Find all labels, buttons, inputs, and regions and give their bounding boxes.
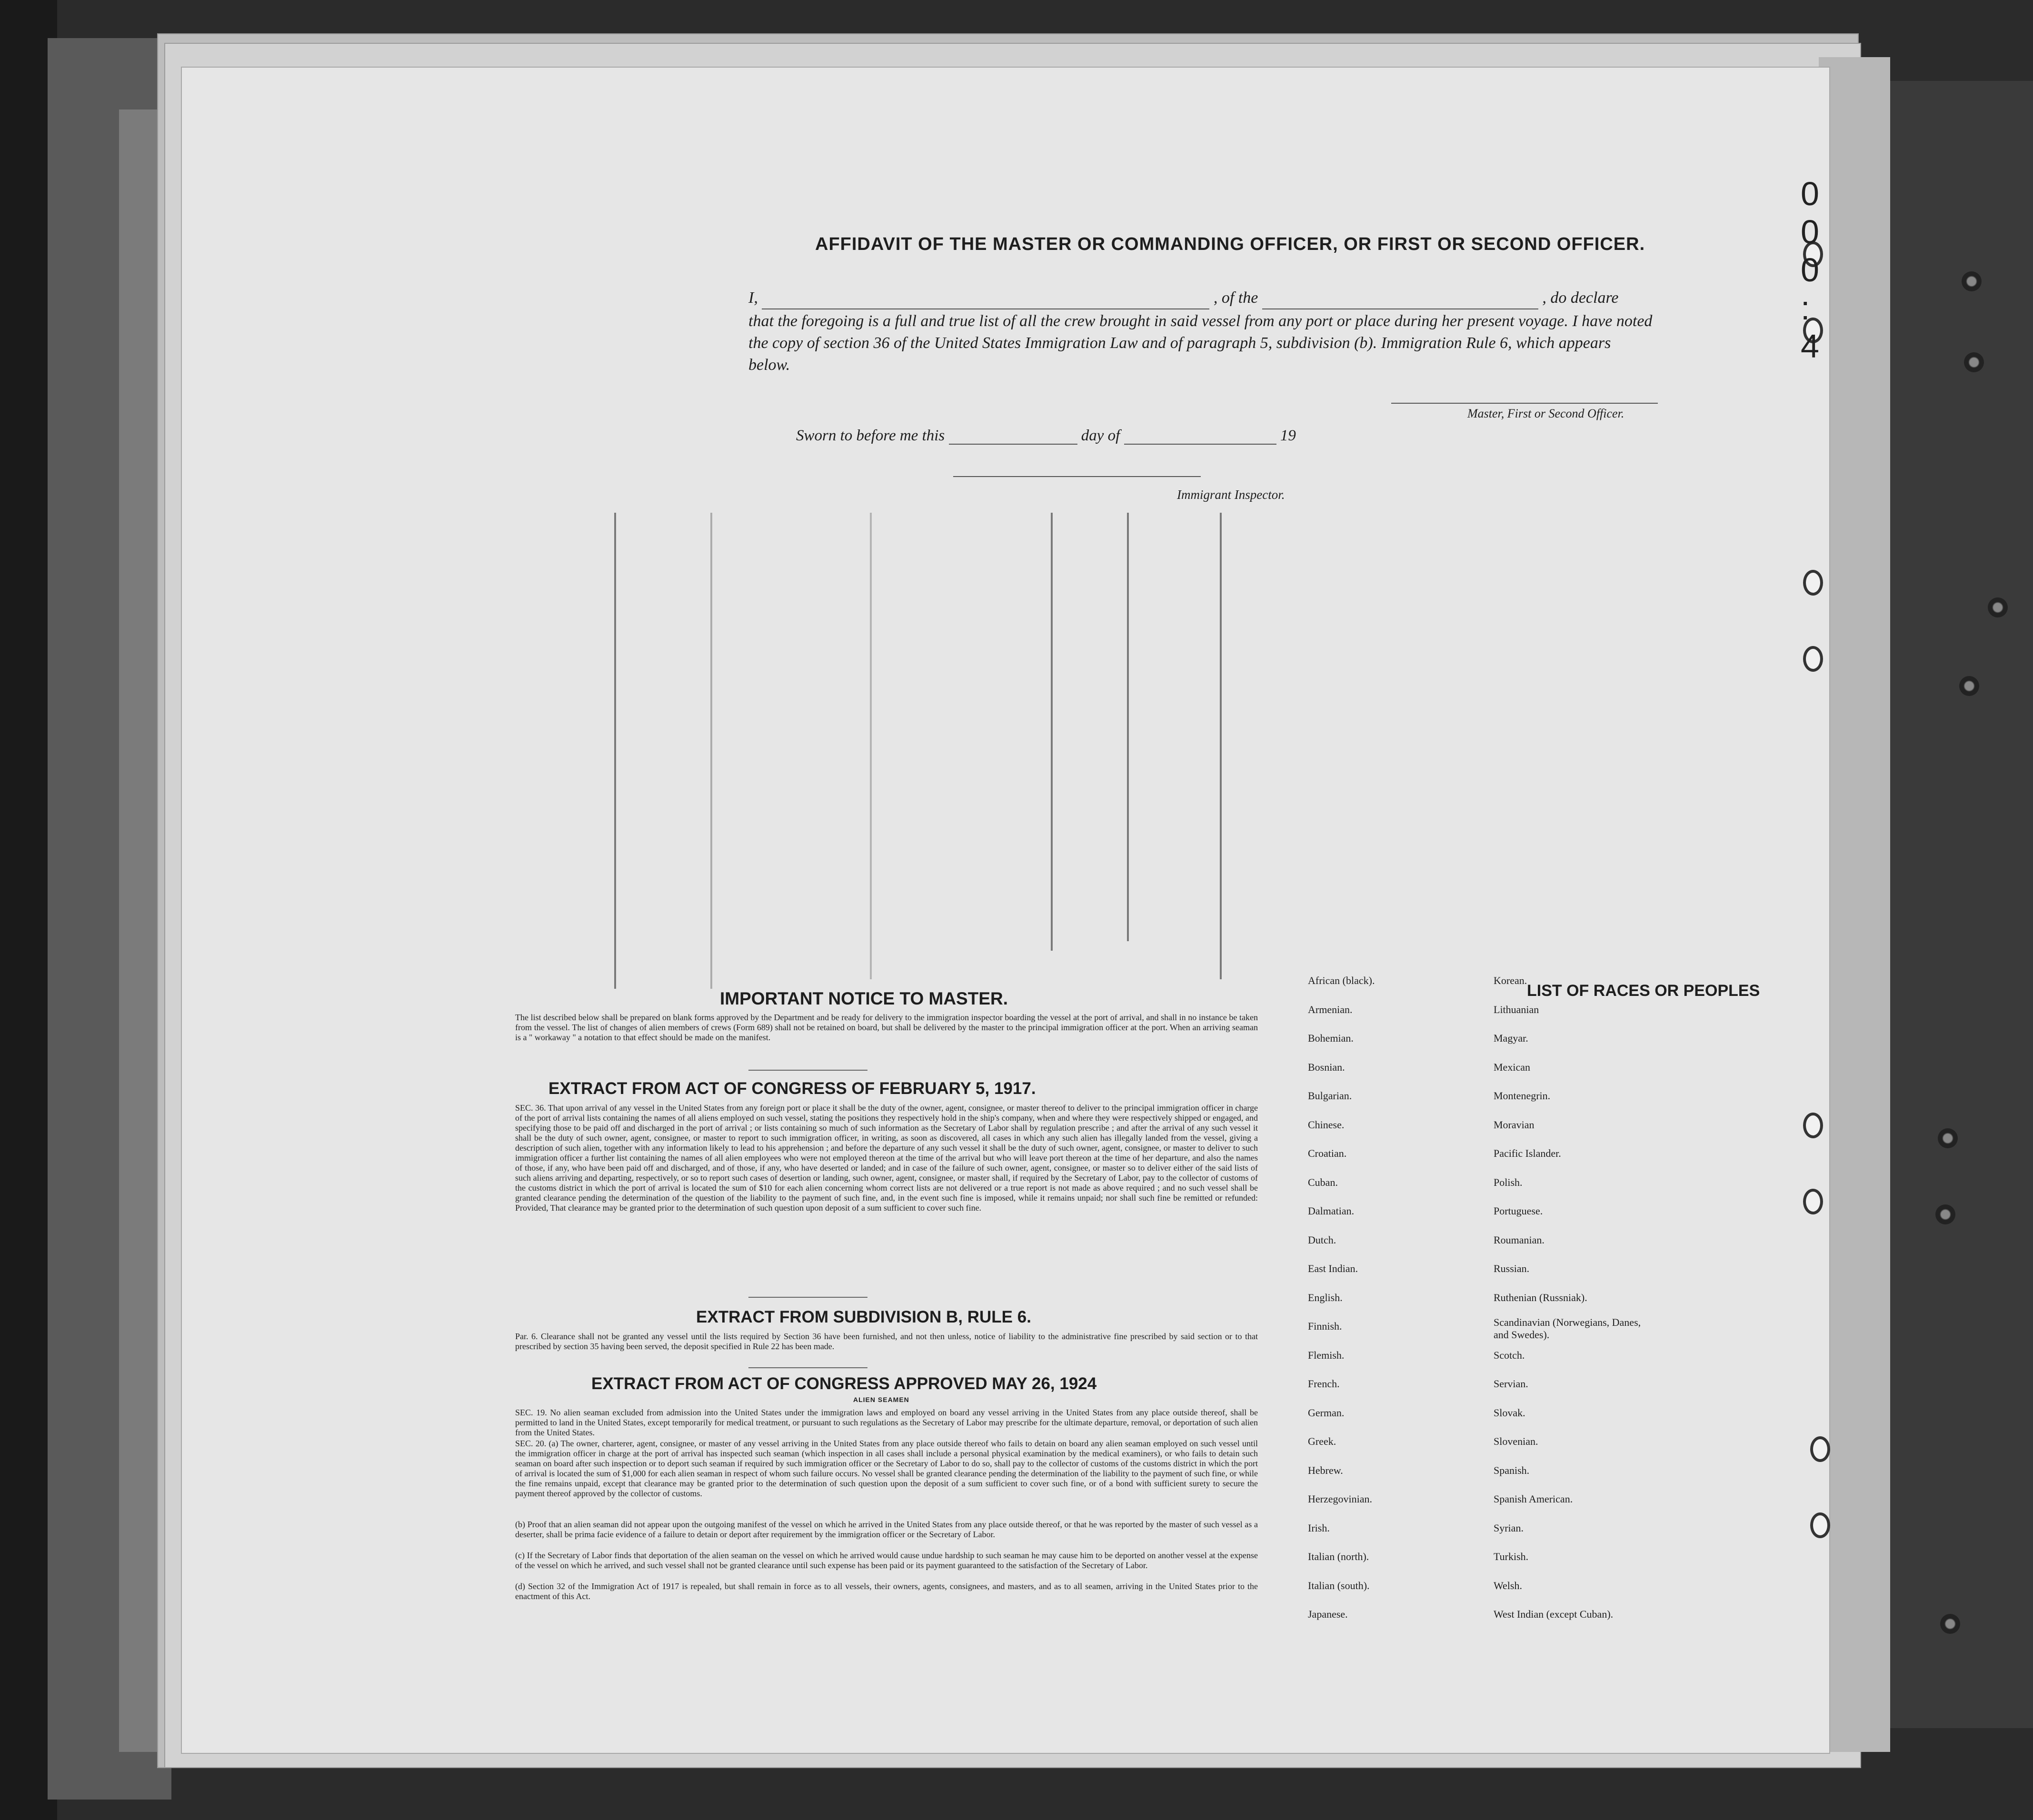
race-entry: East Indian. <box>1308 1263 1358 1274</box>
of-the-label: , of the <box>1213 289 1258 307</box>
manifest-page <box>181 67 1834 1754</box>
do-declare-label: , do declare <box>1542 289 1619 307</box>
signature-caption: Master, First or Second Officer. <box>1467 407 1624 420</box>
race-entry: Greek. <box>1308 1435 1336 1447</box>
race-entry: Croatian. <box>1308 1147 1347 1159</box>
day-of-label: day of <box>1081 427 1120 444</box>
race-entry: Italian (north). <box>1308 1551 1369 1562</box>
race-entry: Mexican <box>1494 1061 1530 1073</box>
punch-hole-icon <box>1803 1189 1823 1214</box>
extract-1924-subtitle: ALIEN SEAMEN <box>853 1396 909 1403</box>
section-divider <box>748 1367 867 1368</box>
sworn-line <box>796 427 1296 445</box>
binding-grommet-icon <box>1988 597 2008 617</box>
binding-grommet-icon <box>1938 1128 1958 1148</box>
race-entry: Bulgarian. <box>1308 1090 1352 1102</box>
punch-hole-icon <box>1810 1436 1830 1462</box>
declaration-line <box>748 287 1619 309</box>
section-divider <box>748 1070 867 1071</box>
race-entry: Magyar. <box>1494 1032 1528 1044</box>
notice-body: The list described below shall be prepared on blank forms approved by the Department and be ready for delivery to the immigration inspector boarding the vessel at the port of arrival, and shall in no instance be taken from the vessel. The list of changes of alien members of crews (Form 689) shall not be retained on board, but shall be delivered by the master to the principal immigration officer at the port. When an arriving seaman is a " workaway " a notation to that effect should be made on the manifest. <box>515 1013 1258 1042</box>
extract-rule6-title: EXTRACT FROM SUBDIVISION B, RULE 6. <box>696 1308 1031 1326</box>
race-entry: Flemish. <box>1308 1349 1345 1361</box>
sworn-label: Sworn to before me this <box>796 427 945 444</box>
declarant-prefix: I, <box>748 289 758 307</box>
race-entry: Servian. <box>1494 1378 1528 1390</box>
race-entry: Welsh. <box>1494 1579 1522 1591</box>
race-entry: Slovenian. <box>1494 1435 1538 1447</box>
race-entry: Finnish. <box>1308 1320 1342 1332</box>
race-entry: Syrian. <box>1494 1522 1524 1534</box>
vessel-name-field[interactable] <box>1262 294 1538 309</box>
race-entry: Montenegrin. <box>1494 1090 1551 1102</box>
race-entry: Ruthenian (Russniak). <box>1494 1291 1587 1303</box>
notice-title: IMPORTANT NOTICE TO MASTER. <box>720 989 1008 1008</box>
column-rule <box>1127 513 1129 941</box>
extract-1917-title: EXTRACT FROM ACT OF CONGRESS OF FEBRUARY 5, 1917. <box>548 1079 1036 1098</box>
race-entry: French. <box>1308 1378 1340 1390</box>
race-entry: Scandinavian (Norwegians, Danes, and Swedes). <box>1494 1316 1641 1341</box>
race-entry: Spanish American. <box>1494 1493 1573 1505</box>
race-entry: Italian (south). <box>1308 1579 1370 1591</box>
column-rule <box>614 513 616 989</box>
race-entry: Chinese. <box>1308 1118 1345 1131</box>
punch-hole-icon <box>1803 570 1823 596</box>
race-entry: Polish. <box>1494 1176 1523 1188</box>
stamped-page-number: 0 0 0 : 4 <box>1801 175 1834 365</box>
scan-backdrop-right <box>1876 81 2033 1728</box>
race-entry: Irish. <box>1308 1522 1330 1534</box>
column-rule <box>1220 513 1222 979</box>
extract-1924-title: EXTRACT FROM ACT OF CONGRESS APPROVED MAY 26, 1924 <box>591 1374 1097 1393</box>
race-entry: Turkish. <box>1494 1551 1529 1562</box>
race-entry: Japanese. <box>1308 1608 1348 1620</box>
extract-rule6-body: Par. 6. Clearance shall not be granted any vessel until the lists required by Section 36 have been furnished, and not then unless, notice of liability to the administrative fine prescribed by said section or to that prescribed by section 35 having been served, the deposit specified in Rule 22 has been made. <box>515 1332 1258 1351</box>
extract-1924-sec20c: (c) If the Secretary of Labor finds that deportation of the alien seaman on the vessel on which he arrived would cause undue hardship to such seaman he may cause him to be deported on another vessel at the expense of the vessel on which he arrived, and such vessel shall not be granted clearance until such expense has been paid or its payment guaranteed to the satisfaction of the Secretary of Labor. <box>515 1551 1258 1570</box>
race-entry: Portuguese. <box>1494 1205 1543 1217</box>
race-entry: Cuban. <box>1308 1176 1338 1188</box>
race-entry: Pacific Islander. <box>1494 1147 1561 1159</box>
race-entry: German. <box>1308 1406 1345 1419</box>
punch-hole-icon <box>1803 646 1823 672</box>
affidavit-title: AFFIDAVIT OF THE MASTER OR COMMANDING OFFICER, OR FIRST OR SECOND OFFICER. <box>815 234 1645 254</box>
binding-grommet-icon <box>1935 1204 1955 1224</box>
race-entry: Slovak. <box>1494 1406 1525 1419</box>
year-prefix: 19 <box>1280 427 1296 444</box>
race-entry: Moravian <box>1494 1118 1535 1131</box>
signature-field[interactable] <box>1391 403 1658 404</box>
extract-1924-sec20d: (d) Section 32 of the Immigration Act of 1917 is repealed, but shall remain in force as to all vessels, their owners, agents, consignees, and masters, and as to all seamen, arriving in the United States prior to the enactment of this Act. <box>515 1581 1258 1601</box>
extract-1924-sec20a: SEC. 20. (a) The owner, charterer, agent, consignee, or master of any vessel arriving in the United States from any place outside thereof who fails to detain on board any alien seaman employed on such vessel until the immigration officer in charge at the port of arrival has inspected such seaman (which inspection in all cases shall include a personal physical examination by the medical examiners), or who fails to detain such seaman on board after such inspection or to deport such seaman if required by such immigration officer or the Secretary of Labor to do so, shall pay to the collector of customs of the customs district in which the port of arrival is located the sum of $1,000 for each alien seaman in respect of whom such failure occurs. No vessel shall be granted clearance pending the determination of the liability to the payment of such fine, or while the fine remains unpaid, except that clearance may be granted prior to the determination of such question upon the deposit of a sum sufficient to cover such fine, or of a bond with sufficient surety to secure the payment thereof approved by the collector of customs. <box>515 1439 1258 1498</box>
punch-hole-icon <box>1810 1512 1830 1538</box>
extract-1924-sec19: SEC. 19. No alien seaman excluded from admission into the United States under the immigration laws and employed on board any vessel arriving in the United States from any place outside thereof, shall be permitted to land in the United States, except temporarily for medical treatment, or pursuant to such regulations as the Secretary of Labor may prescribe for the ultimate departure, removal, or deportation of such alien from the United States. <box>515 1408 1258 1437</box>
inspector-signature-field[interactable] <box>953 476 1201 477</box>
race-entry: Dutch. <box>1308 1233 1336 1246</box>
extract-1917-body: SEC. 36. That upon arrival of any vessel in the United States from any foreign port or place it shall be the duty of the owner, agent, consignee, or master thereof to deliver to the principal immigration officer in charge of the port of arrival lists containing the names of all aliens employed on such vessel, stating the positions they respectively hold in the ship's company, when and where they were respectively shipped or engaged, and specifying those to be paid off and discharged in the port of arrival ; or lists containing so much of such information as the Secretary of Labor shall by regulation prescribe ; and after the arrival of any such vessel it shall be the duty of such owner, agent, consignee, or master to report to such immigration officer, in writing, as soon as discovered, all cases in which any such alien has illegally landed from the vessel, giving a description of such alien, together with any information likely to lead to his apprehension ; and before the departure of any such vessel it shall be the duty of such owner, agent, consignee, or master to deliver to such immigration officer a further list containing the names of all alien employees who were not employed thereon at the time of the arrival but who will leave port thereon at the time of her departure, and also the names of those, if any, who have been paid off and discharged, and of those, if any, who have deserted or landed; and in case of the failure of such owner, agent, consignee, or master so to deliver either of the said lists of such aliens arriving and departing, respectively, or so to report such cases of desertion or landing, such owner, agent, consignee, or master shall, if required by the Secretary of Labor, pay to the collector of customs of the customs district in which the port of arrival is located the sum of $10 for each alien concerning whom correct lists are not delivered or a true report is not made as above required ; and no such vessel shall be granted clearance pending the determination of the question of the liability to the payment of such fine, and, in the event such fine is imposed, while it remains unpaid; nor shall such fine be remitted or refunded: Provided, That clearance may be granted prior to the determination of such question upon deposit of a sum sufficient to cover such fine. <box>515 1103 1258 1213</box>
declaration-text: that the foregoing is a full and true list of all the crew brought in said vessel from any port or place during her present voyage. I have noted the copy of section 36 of the United States Immigration Law and of paragraph 5, subdivision (b). Immigration Rule 6, which appears below. <box>748 312 1653 374</box>
race-entry: African (black). <box>1308 975 1375 986</box>
race-entry: Hebrew. <box>1308 1464 1343 1476</box>
race-entry: Spanish. <box>1494 1464 1530 1476</box>
race-entry: West Indian (except Cuban). <box>1494 1608 1614 1620</box>
race-entry: Bosnian. <box>1308 1061 1345 1073</box>
races-list-title: LIST OF RACES OR PEOPLES <box>1527 982 1760 1000</box>
binding-grommet-icon <box>1962 271 1982 291</box>
race-entry: Herzegovinian. <box>1308 1493 1372 1505</box>
inspector-caption: Immigrant Inspector. <box>1177 487 1285 502</box>
binding-grommet-icon <box>1959 676 1979 696</box>
declarant-name-field[interactable] <box>762 294 1209 309</box>
race-entry: Roumanian. <box>1494 1233 1545 1246</box>
column-rule <box>870 513 872 979</box>
sworn-month-field[interactable] <box>1124 431 1276 445</box>
column-rule <box>1051 513 1053 951</box>
race-entry: Lithuanian <box>1494 1003 1539 1015</box>
column-rule <box>710 513 712 989</box>
binding-grommet-icon <box>1940 1614 1960 1634</box>
race-entry: English. <box>1308 1291 1343 1303</box>
race-entry: Bohemian. <box>1308 1032 1354 1044</box>
race-entry: Armenian. <box>1308 1003 1353 1015</box>
binding-grommet-icon <box>1964 352 1984 372</box>
punch-hole-icon <box>1803 1113 1823 1138</box>
sworn-day-field[interactable] <box>949 431 1077 445</box>
race-entry: Scotch. <box>1494 1349 1525 1361</box>
race-entry: Dalmatian. <box>1308 1205 1355 1217</box>
race-entry: Russian. <box>1494 1263 1530 1274</box>
extract-1924-sec20b: (b) Proof that an alien seaman did not appear upon the outgoing manifest of the vessel on which he arrived in the United States from any place outside thereof, or that he was reported by the master of such vessel as a deserter, shall be prima facie evidence of a failure to detain or deport after requirement by the immigration officer or the Secretary of Labor. <box>515 1520 1258 1539</box>
race-entry: Korean. <box>1494 975 1527 986</box>
section-divider <box>748 1297 867 1298</box>
